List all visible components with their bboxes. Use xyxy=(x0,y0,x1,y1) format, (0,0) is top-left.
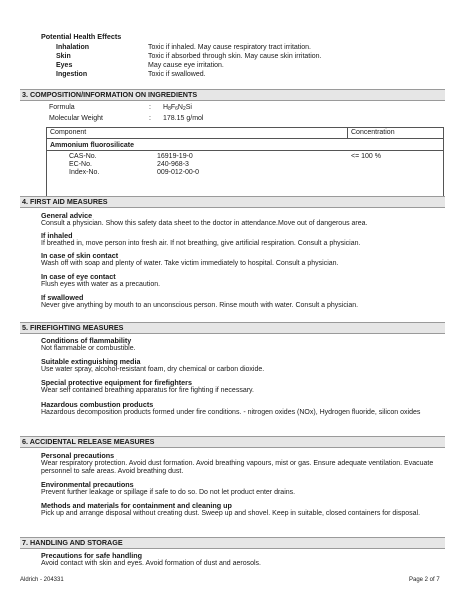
accidental-release-title: Personal precautions xyxy=(41,451,115,460)
section-header-first-aid: 4. FIRST AID MEASURES xyxy=(20,196,445,208)
colon: : xyxy=(149,115,151,122)
accidental-release-text: Pick up and arrange disposal without creating dust. Sweep up and shovel. Keep in suitable, closed containers for disposal. xyxy=(41,510,421,517)
health-effect-label: Ingestion xyxy=(56,71,88,78)
component-name: Ammonium fluorosilicate xyxy=(50,142,135,149)
concentration-value: <= 100 % xyxy=(351,153,381,160)
firefighting-text: Wear self contained breathing apparatus for fire fighting if necessary. xyxy=(41,387,254,394)
first-aid-title: In case of eye contact xyxy=(41,272,116,281)
first-aid-title: If swallowed xyxy=(41,293,84,302)
firefighting-title: Special protective equipment for firefighters xyxy=(41,378,192,387)
molecular-weight-value: 178.15 g/mol xyxy=(163,115,204,122)
molecular-weight-label: Molecular Weight xyxy=(49,115,103,122)
health-effect-value: Toxic if inhaled. May cause respiratory tract irritation. xyxy=(148,44,312,51)
health-effect-label: Inhalation xyxy=(56,44,90,51)
health-effect-value: Toxic if swallowed. xyxy=(148,71,206,78)
identifier-label: Index-No. xyxy=(69,169,100,176)
section-header-handling-storage: 7. HANDLING AND STORAGE xyxy=(20,537,445,549)
first-aid-text: Flush eyes with water as a precaution. xyxy=(41,281,161,288)
section-header-firefighting: 5. FIREFIGHTING MEASURES xyxy=(20,322,445,334)
first-aid-title: If inhaled xyxy=(41,231,73,240)
firefighting-text: Use water spray, alcohol-resistant foam, dry chemical or carbon dioxide. xyxy=(41,366,265,373)
column-divider xyxy=(347,128,348,138)
section-header-composition: 3. COMPOSITION/INFORMATION ON INGREDIENTS xyxy=(20,89,445,101)
footer-product-code: Aldrich - 204331 xyxy=(20,577,64,583)
formula-value: $H_8F_6N_2Si$ xyxy=(163,104,192,112)
accidental-release-title: Environmental precautions xyxy=(41,480,134,489)
health-effect-value: Toxic if absorbed through skin. May cause skin irritation. xyxy=(148,53,322,60)
first-aid-text: Wash off with soap and plenty of water. Take victim immediately to hospital. Consult a physician. xyxy=(41,260,339,267)
first-aid-text: Consult a physician. Show this safety data sheet to the doctor in attendance.Move out of dangerous area. xyxy=(41,220,368,227)
firefighting-title: Conditions of flammability xyxy=(41,336,132,345)
column-header-component: Component xyxy=(50,129,87,136)
first-aid-title: General advice xyxy=(41,211,93,220)
firefighting-text: Not flammable or combustible. xyxy=(41,345,136,352)
handling-title: Precautions for safe handling xyxy=(41,551,143,560)
accidental-release-text: Wear respiratory protection. Avoid dust formation. Avoid breathing vapours, mist or gas. Ensure adequate ventilation. Evacuate personnel to safe areas. Avoid breathing dust. xyxy=(41,460,434,476)
identifier-value: 16919-19-0 xyxy=(157,153,193,160)
composition-table xyxy=(46,127,444,199)
formula-label: Formula xyxy=(49,104,75,111)
identifier-label: EC-No. xyxy=(69,161,92,168)
health-effect-label: Eyes xyxy=(56,62,73,69)
health-effect-value: May cause eye irritation. xyxy=(148,62,224,69)
firefighting-title: Suitable extinguishing media xyxy=(41,357,141,366)
handling-text: Avoid contact with skin and eyes. Avoid formation of dust and aerosols. xyxy=(41,560,261,567)
accidental-release-text: Prevent further leakage or spillage if safe to do so. Do not let product enter drains. xyxy=(41,489,296,496)
colon: : xyxy=(149,104,151,111)
firefighting-title: Hazardous combustion products xyxy=(41,400,154,409)
identifier-value: 240-968-3 xyxy=(157,161,189,168)
column-header-concentration: Concentration xyxy=(351,129,395,136)
identifier-value: 009-012-00-0 xyxy=(157,169,200,176)
identifier-label: CAS-No. xyxy=(69,153,97,160)
first-aid-title: In case of skin contact xyxy=(41,251,119,260)
accidental-release-title: Methods and materials for containment and cleaning up xyxy=(41,501,232,510)
firefighting-text: Hazardous decomposition products formed under fire conditions. - nitrogen oxides (NOx), Hydrogen fluoride, silicon oxides xyxy=(41,409,421,416)
section-header-accidental-release: 6. ACCIDENTAL RELEASE MEASURES xyxy=(20,436,445,448)
first-aid-text: If breathed in, move person into fresh air. If not breathing, give artificial respiration. Consult a physician. xyxy=(41,240,361,247)
health-effect-label: Skin xyxy=(56,53,71,60)
footer-page-number: Page 2 of 7 xyxy=(409,577,440,583)
health-effects-title: Potential Health Effects xyxy=(41,32,122,41)
first-aid-text: Never give anything by mouth to an unconscious person. Rinse mouth with water. Consult a physician. xyxy=(41,302,359,309)
table-rule xyxy=(47,150,443,151)
composition-table-header xyxy=(47,128,443,139)
